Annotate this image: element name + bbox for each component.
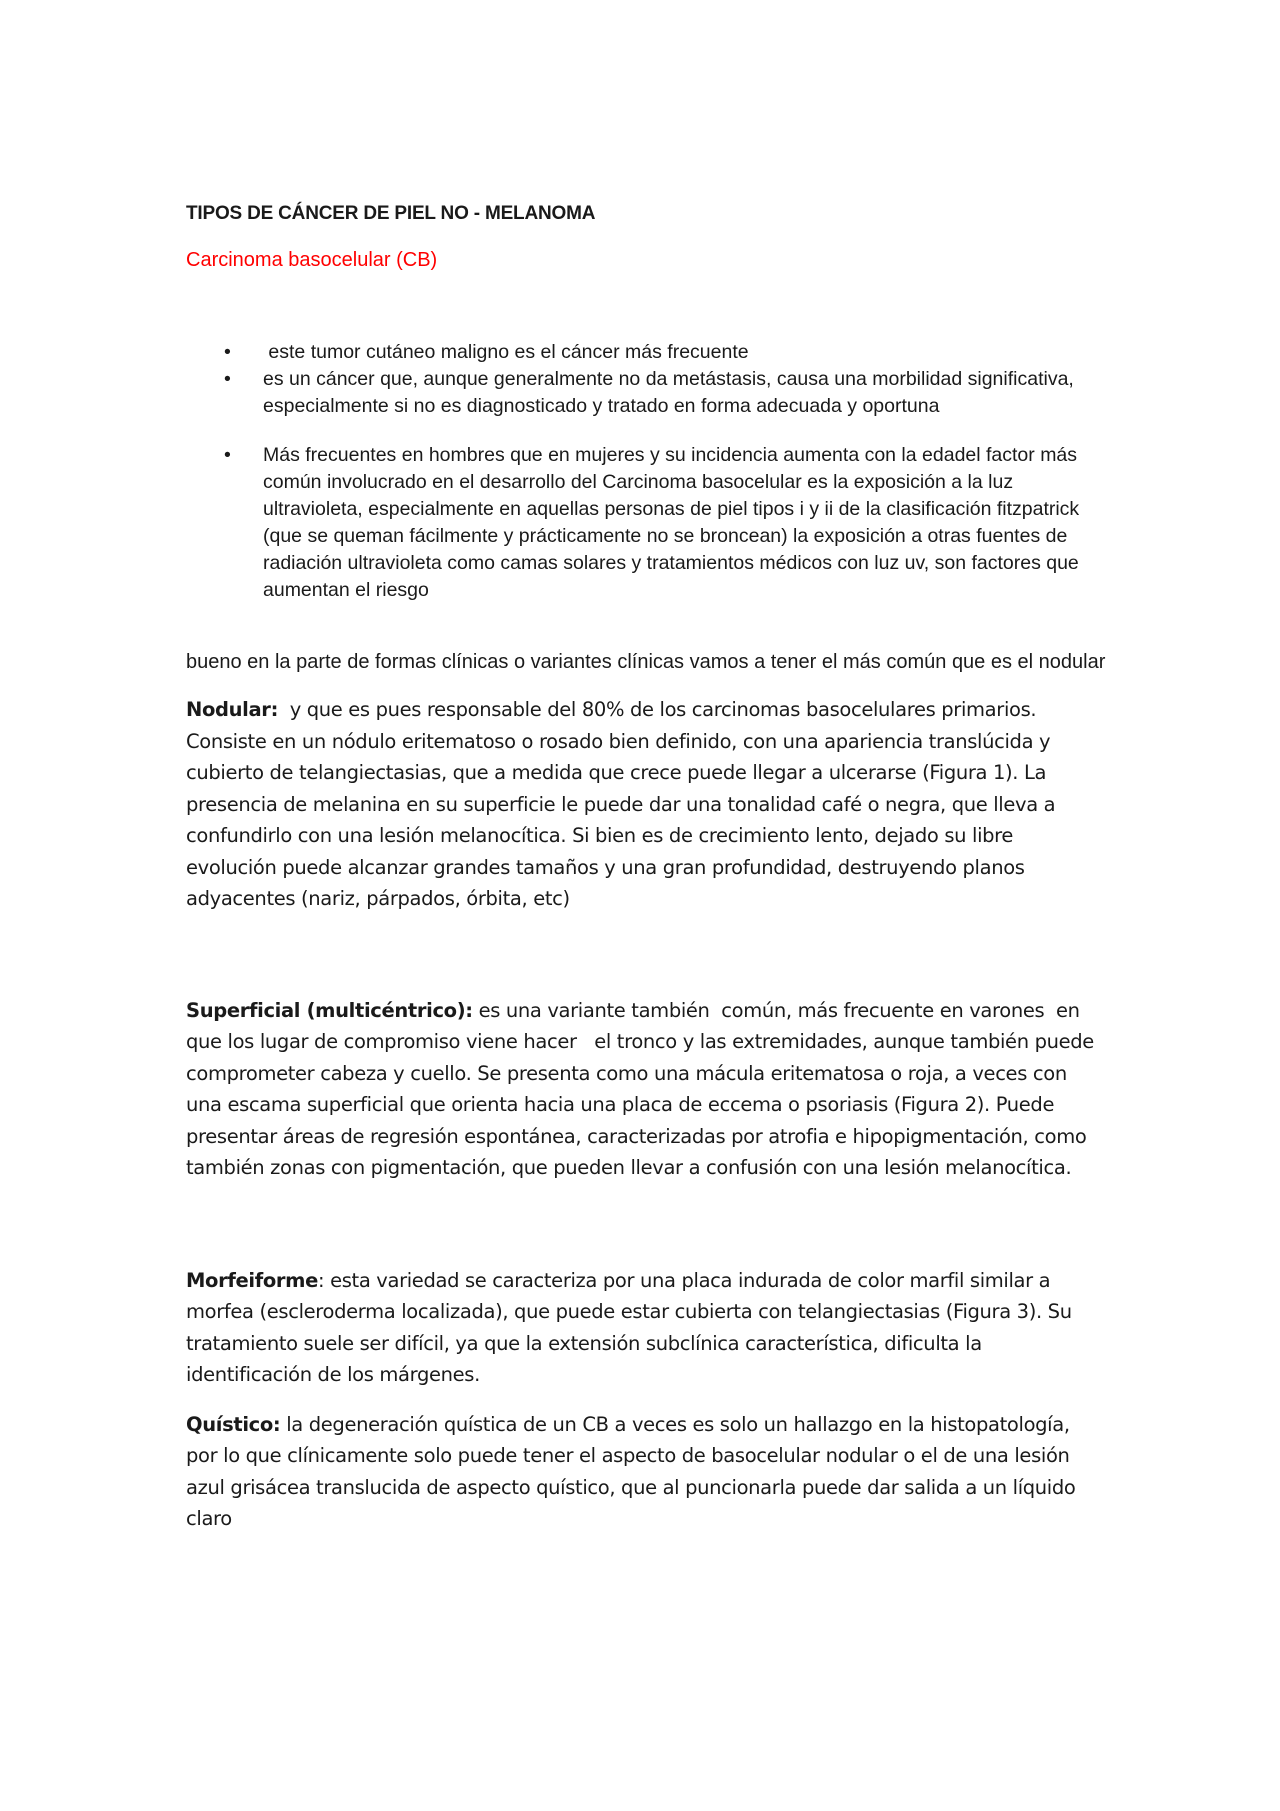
bullet-dot-icon: • [224,444,231,466]
bullet-dot-icon: • [224,341,231,363]
bullet-item [186,442,1106,604]
document-subtitle: Carcinoma basocelular (CB) [186,249,438,271]
section-label: Superficial (multicéntrico): [186,998,473,1022]
bullet-text: este tumor cutáneo maligno es el cáncer más frecuente [263,341,749,363]
section-quistico [186,1409,1106,1535]
section-text: la degeneración quística de un CB a veces es solo un hallazgo en la histopatología, por lo que clínicamente solo puede tener el aspecto de basocelular nodular o el de una lesión azul grisácea translucida de aspecto quístico, que al puncionarla puede dar salida a un líquido claro [186,1412,1076,1530]
bullet-item [186,366,1106,420]
bullet-item [186,339,1106,366]
section-text: : esta variedad se caracteriza por una placa indurada de color marfil similar a morfea (escleroderma localizada), que puede estar cubierta con telangiectasias (Figura 3). Su tratamiento suele ser difícil, ya que la extensión subclínica característica, dificulta la identificación de los márgenes. [186,1268,1072,1386]
document-body [186,203,1106,1535]
bullet-text: es un cáncer que, aunque generalmente no da metástasis, causa una morbilidad significativa, especialmente si no es diagnosticado y tratado en forma adecuada y oportuna [263,368,1074,417]
bullet-dot-icon: • [224,368,231,390]
intro-paragraph: bueno en la parte de formas clínicas o variantes clínicas vamos a tener el más común que es el nodular [186,651,1106,673]
section-label: Morfeiforme [186,1268,319,1292]
section-text: es una variante también común, más frecuente en varones en que los lugar de compromiso viene hacer el tronco y las extremidades, aunque también puede comprometer cabeza y cuello. Se presenta como una mácula eritematosa o roja, a veces con una escama superficial que orienta hacia una placa de eccema o psoriasis (Figura 2). Puede presentar áreas de regresión espontánea, caracterizadas por atrofia e hipopigmentación, como también zonas con pigmentación, que pueden llevar a confusión con una lesión melanocítica. [186,998,1100,1179]
section-morfeiforme [186,1265,1106,1391]
section-nodular [186,694,1106,915]
document-title: TIPOS DE CÁNCER DE PIEL NO - MELANOMA [186,203,596,224]
section-text: y que es pues responsable del 80% de los carcinomas basocelulares primarios. Consiste en un nódulo eritematoso o rosado bien definido, con una apariencia translúcida y cubierto de telangiectasias, que a medida que crece puede llegar a ulcerarse (Figura 1). La presencia de melanina en su superficie le puede dar una tonalidad café o negra, que lleva a confundirlo con una lesión melanocítica. Si bien es de crecimiento lento, dejado su libre evolución puede alcanzar grandes tamaños y una gran profundidad, destruyendo planos adyacentes (nariz, párpados, órbita, etc) [186,698,1062,910]
bullet-text: Más frecuentes en hombres que en mujeres y su incidencia aumenta con la edadel factor más común involucrado en el desarrollo del Carcinoma basocelular es la exposición a la luz ultravioleta, especialmente en aquellas personas de piel tipos i y ii de la clasificación fitzpatrick (que se queman fácilmente y prácticamente no se broncean) la exposición a otras fuentes de radiación ultravioleta como camas solares y tratamientos médicos con luz uv, son factores que aumentan el riesgo [263,444,1080,601]
bullet-list [186,339,1106,604]
section-label: Quístico: [186,1412,281,1436]
section-label: Nodular: [186,698,279,721]
section-superficial [186,995,1106,1184]
